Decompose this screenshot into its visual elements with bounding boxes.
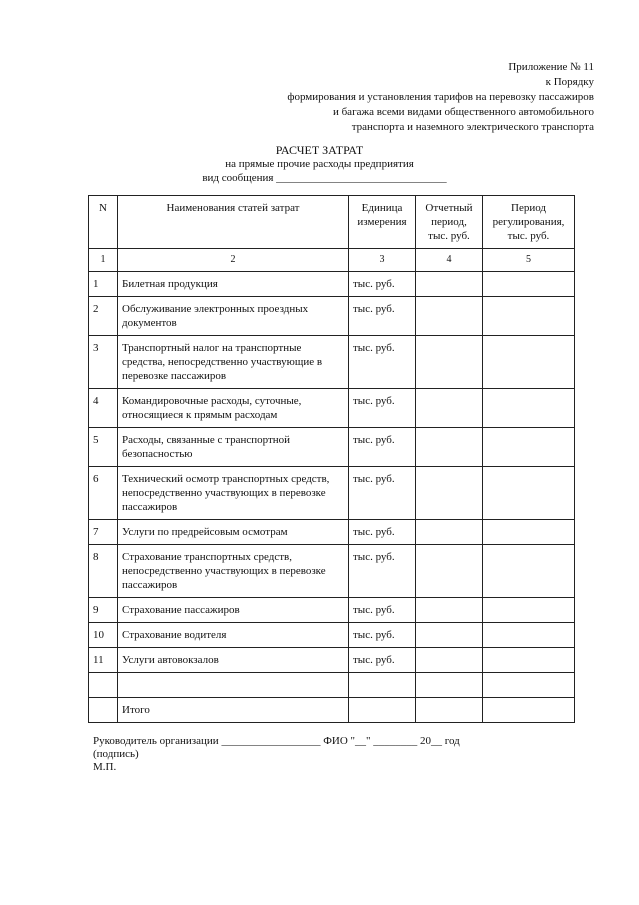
- row-reporting-value: [416, 336, 483, 389]
- row-name: Страхование пассажиров: [118, 598, 349, 623]
- row-reporting-value: [416, 467, 483, 520]
- table-row: [89, 428, 575, 467]
- table-row: [89, 336, 575, 389]
- column-number: 5: [483, 249, 575, 272]
- signature-line: Руководитель организации __________________ ФИО "__" ________ 20__ год: [93, 735, 460, 747]
- signature-block: [93, 735, 460, 774]
- signature-caption: (подпись): [93, 748, 139, 760]
- row-name: [118, 673, 349, 698]
- row-reporting-value: [416, 673, 483, 698]
- row-regulation-value: [483, 598, 575, 623]
- row-reporting-value: [416, 698, 483, 723]
- row-unit: тыс. руб.: [349, 272, 416, 297]
- row-unit: тыс. руб.: [349, 648, 416, 673]
- row-number: 10: [89, 623, 118, 648]
- column-header-name: Наименования статей затрат: [118, 196, 349, 249]
- row-reporting-value: [416, 297, 483, 336]
- column-header-regulation-period: Период регулирования, тыс. руб.: [483, 196, 575, 249]
- row-regulation-value: [483, 698, 575, 723]
- document-title: РАСЧЕТ ЗАТРАТ: [275, 143, 364, 157]
- row-unit: тыс. руб.: [349, 520, 416, 545]
- row-name: Обслуживание электронных проездных документов: [118, 297, 349, 336]
- row-name: Страхование водителя: [118, 623, 349, 648]
- column-number: 3: [349, 249, 416, 272]
- row-number: 3: [89, 336, 118, 389]
- row-regulation-value: [483, 623, 575, 648]
- header-line: к Порядку: [545, 76, 594, 88]
- column-header-unit: Единица измерения: [349, 196, 416, 249]
- row-unit: тыс. руб.: [349, 336, 416, 389]
- table-row: [89, 389, 575, 428]
- row-name: Билетная продукция: [118, 272, 349, 297]
- column-number: 2: [118, 249, 349, 272]
- table-row: [89, 545, 575, 598]
- cost-table: [88, 195, 575, 723]
- table-row: [89, 520, 575, 545]
- row-unit: тыс. руб.: [349, 389, 416, 428]
- row-unit: тыс. руб.: [349, 428, 416, 467]
- header-line: Приложение № 11: [508, 61, 594, 73]
- row-regulation-value: [483, 428, 575, 467]
- table-header-row: [89, 196, 575, 249]
- row-number: 9: [89, 598, 118, 623]
- cost-table-body: [89, 272, 575, 723]
- table-row: [89, 297, 575, 336]
- table-row: [89, 648, 575, 673]
- row-regulation-value: [483, 389, 575, 428]
- row-reporting-value: [416, 623, 483, 648]
- row-number: 11: [89, 648, 118, 673]
- row-unit: тыс. руб.: [349, 598, 416, 623]
- row-number: [89, 673, 118, 698]
- row-reporting-value: [416, 520, 483, 545]
- row-number: 8: [89, 545, 118, 598]
- table-row: [89, 698, 575, 723]
- row-regulation-value: [483, 673, 575, 698]
- row-regulation-value: [483, 467, 575, 520]
- row-name: Транспортный налог на транспортные средства, непосредственно участвующие в перевозке пассажиров: [118, 336, 349, 389]
- row-name: Услуги автовокзалов: [118, 648, 349, 673]
- row-name: Итого: [118, 698, 349, 723]
- column-number: 1: [89, 249, 118, 272]
- row-reporting-value: [416, 272, 483, 297]
- row-number: 4: [89, 389, 118, 428]
- row-regulation-value: [483, 545, 575, 598]
- document-subtitle: на прямые прочие расходы предприятия: [225, 158, 414, 170]
- row-name: Услуги по предрейсовым осмотрам: [118, 520, 349, 545]
- table-row: [89, 623, 575, 648]
- row-number: 6: [89, 467, 118, 520]
- table-row: [89, 673, 575, 698]
- header-line: и багажа всеми видами общественного автомобильного: [332, 106, 594, 118]
- row-regulation-value: [483, 648, 575, 673]
- row-reporting-value: [416, 648, 483, 673]
- row-unit: [349, 698, 416, 723]
- row-name: Технический осмотр транспортных средств, непосредственно участвующих в перевозке пассажиров: [118, 467, 349, 520]
- row-reporting-value: [416, 545, 483, 598]
- row-regulation-value: [483, 297, 575, 336]
- seal-label: М.П.: [93, 761, 117, 773]
- row-name: Командировочные расходы, суточные, относящиеся к прямым расходам: [118, 389, 349, 428]
- row-regulation-value: [483, 520, 575, 545]
- table-row: [89, 598, 575, 623]
- row-unit: тыс. руб.: [349, 545, 416, 598]
- table-row: [89, 272, 575, 297]
- kind-of-service-field: вид сообщения _______________________________: [202, 172, 447, 184]
- title-block: [0, 143, 639, 185]
- row-number: 2: [89, 297, 118, 336]
- row-number: 1: [89, 272, 118, 297]
- row-regulation-value: [483, 336, 575, 389]
- row-unit: тыс. руб.: [349, 297, 416, 336]
- row-number: [89, 698, 118, 723]
- row-unit: [349, 673, 416, 698]
- row-reporting-value: [416, 428, 483, 467]
- appendix-header: [287, 60, 594, 135]
- column-number: 4: [416, 249, 483, 272]
- table-row: [89, 467, 575, 520]
- row-unit: тыс. руб.: [349, 467, 416, 520]
- header-line: транспорта и наземного электрического транспорта: [351, 121, 594, 133]
- row-regulation-value: [483, 272, 575, 297]
- column-number-row: [89, 249, 575, 272]
- row-name: Страхование транспортных средств, непосредственно участвующих в перевозке пассажиров: [118, 545, 349, 598]
- row-name: Расходы, связанные с транспортной безопасностью: [118, 428, 349, 467]
- header-line: формирования и установления тарифов на перевозку пассажиров: [287, 91, 594, 103]
- column-header-reporting-period: Отчетный период, тыс. руб.: [416, 196, 483, 249]
- row-reporting-value: [416, 389, 483, 428]
- column-header-number: N: [89, 196, 118, 249]
- row-reporting-value: [416, 598, 483, 623]
- row-unit: тыс. руб.: [349, 623, 416, 648]
- row-number: 5: [89, 428, 118, 467]
- row-number: 7: [89, 520, 118, 545]
